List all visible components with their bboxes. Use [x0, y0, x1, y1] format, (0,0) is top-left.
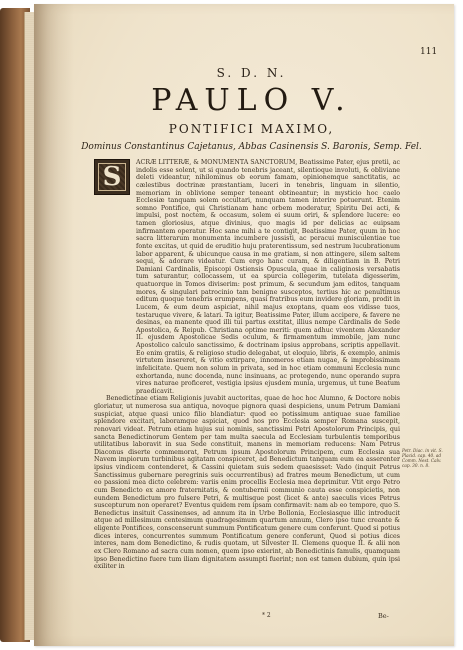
initial-letter: S [102, 162, 122, 192]
catchword: Be- [378, 612, 389, 620]
decorated-initial-icon [94, 159, 130, 195]
signature-mark: * 2 [262, 612, 271, 619]
dedication-title: PAULO V. [151, 83, 352, 118]
dedication-header-line1: S. D. N. [216, 66, 287, 80]
body-paragraph-second: Benedictinae etiam Religionis juvabit auctoritas, quae de hoc hoc Alumno, & Doctore nobis gloriatur, ut numerosa sua antiqua, novoque pignora quasi despiciens, unum Petrum Damiani suspiciat, atque quasi unico filio blandiatur: quod eo potissimum antiquae suae familiae splendore excitari, laboramque aspiciat, quod nos pro Ecclesia semper Romana suscepit, renovari videat. Petrum etiam hujus sui nominis, sanctissimi Petri Apostolorum Principis, qui sancta Benedictinorum Gentem per tam multa saecula ad Ecclesiam turbulentis temporibus utilitatibus laboravit in sua Sede constituit, manens in memoriam reducens: Nam Petrus Diaconus diserte commemorat, Petrum ipsum Apostolorum Principem, cum Ecclesia sua Navem impiorum turbinibus agitatam conspiceret, ad Benedictum tanquam eum ea asserenter ipsius vindicem contenderet, & Cassini quietam suis sedem quaesisset: Vado (inquit Petrus Sanctissimus gubernare peregrinis suis occurrentibus) ad fratres meum Benedictum, ut cum eo passioni mea dicto celebrem: variis enim procellis Ecclesia mea deprimitur. Vtit ergo Petro cum Benedicto ex amore fraternitatis, & contubernii communio cauta esse conspicietis, non eundem Benedictum pro fulsere Petri, & multisque post (licet & ante) saeculis vices Petrus suscepturum non operaret? Eventus quidem rem ipsam confirmavit: nam ab eo tempore, quo S. Benedictus insituit Cassinenses, ad annum ita in Urbe Bollonia, Ecclesiasque illic introducit atque ad millesimum centesimum quadragesimum quartum annum, Clero ipso tunc creante & eligente Pontifices, conscenserunt summum Pontificatum genere cum conferunt. Quod si potius dices interes, concurrentes summum Pontificatum genere conferunt, Quod si potius dices interes, nam dom Benedictino, & rudis quotam, ut Silvester II. Clemens quoque II. & alii non ex Clero Romano ad sacra cum nomen, quem ipso exierint, ab Benedictinis famulis, quamquam ipso Benedictino fuere tum iliam dignitatem assumpti fuerint; non est tamen dubium, quin ipsi exiliter in [94, 395, 400, 571]
marginal-note: Petr. Diac. in vit. S. Placid. cap. 40. ad Comm. Nest. Calv. cap. 30. n. 8. [402, 448, 443, 468]
body-paragraph-first: ACRÆ LITTERÆ, & MONUMENTA SANCTORUM, Beatissime Pater, ejus pretii, ac indolis esse solent, ut si quando tenebris jaceant, silentioque involuti, & obliviane deleti videantur, nihilominus ob eorum famam, opinionemque sanctitatis, ac cælestibus doctrinæ præstantiam, luceri in tenebris, linguam in silentio, memoriam in oblivione semper teneant obtineantur; in mysticio hoc caelo Ecclesiæ tanquam solem occultari, nunquam tamen interire potuerunt. Etenim somno Pontifice, qui Christianam hanc orbem moderatur, Spiritu Dei acti, & impulsi, post noctem, & occasum, solem ei suum oriri, & splendore lucere: eo tamen gloriosius, atque divinius, quo magis id per delicias ac euipsam infirmantem operatur. Hoc sane mihi a te contigit, Beatissime Pater, quum in hoc sacra litterarum monumenta incumbere jussisti, ac peracui munisculentiae tue fonte excitas, ut quid de eruditio huju praterentissum, sed nestrum lucubrationum labor apparent, & ubicunque causa in me gratiam, si non attingere, silem saltem sequi, & adorare videatur. Cum ergo hanc curam, & diligentiam in B. Petri Damiani Cardinalis, Episcopi Ostiensis Opuscula, quae in caliginosis versabatis tum saturantur, collocassem, ut ea spurcia collegerim, tutelata digesserim, quatuorque in Tomos diviserim: post primum, & secundum jam editos, tanquam mores, & singulari patrocinio tam benigne susceptos, tertius hic ac penultimus editum quoque tenebris erumpens, quasi fratribus eum invidere gloriam, prodit in Lucem, & eum deum aspiciat, nihil majus exoptans, quam eos vidisse tuos, testaruque vivere, & latari. Ta igitur, Beatissime Pater, illum accipere, & favere ne desinas, ea manente quod illi tui partus exstitat, illius nempe Cardinalis de Sede Apostolica, & Reipub. Christiana optime meriti: quem adhuc viventem Alexander II. ejusdem Apostolicae Sedis oculum, & firmamentum immobile, jam nunc Apostolico calculo sanctissimo, & doctrinam ipsius approbans, scriptis appellavit. Eo enim gratiis, & religioso studio delegabat, ut eloquio, libris, & exemplo, animis virtutem insereret, & vitio extirpare, innomeros etiam nugae, & improbissimam infelicitate. Quem non solum in privata, sed in hoc etiam communi Ecclesia nunc exhortanda, nunc docenda, nunc insinuans, ac protegendo, nunc operando supra vires naturae proficeret, vestigia ipsius ejusdem munia, urgemus, ut tune Beatum praedicavit. [136, 159, 400, 395]
dedication-byline: Dominus Constantinus Cajetanus, Abbas Casinensis S. Baronis, Semp. Fel. [81, 142, 422, 152]
page-number: 111 [420, 47, 438, 57]
dedication-header-line3: PONTIFICI MAXIMO, [168, 122, 335, 136]
dedication-body [94, 159, 400, 571]
